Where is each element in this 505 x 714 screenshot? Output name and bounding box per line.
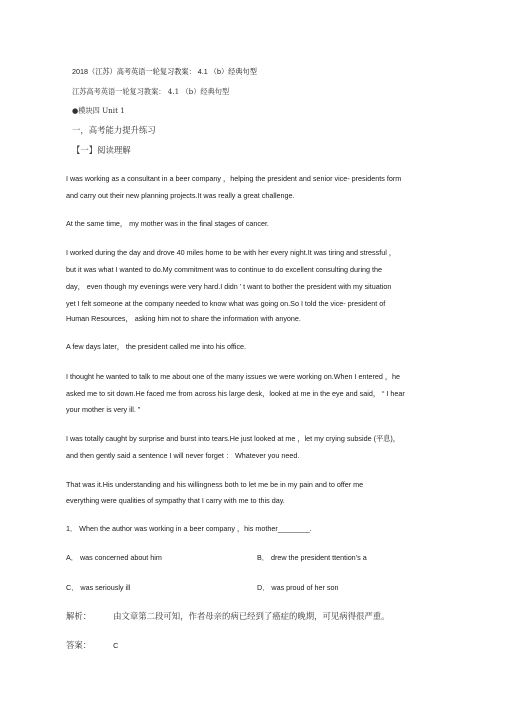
section-heading: 一，高考能力提升练习: [72, 125, 156, 135]
answer-value: C: [113, 641, 119, 650]
passage-line: and then gently said a sentence I will never forget ： Whatever you need.: [66, 451, 300, 460]
passage-line: and carry out their new planning projects.It was really a great challenge.: [66, 191, 295, 200]
passage-line: I worked during the day and drove 40 miles home to be with her every night.It was tiring and stressful ，: [66, 248, 396, 257]
passage-line: yet I felt someone at the company needed to know what was going on.So I told the vice- president of: [66, 299, 386, 308]
analysis-line: [66, 612, 390, 621]
header-subtitle-line: 江苏高考英语一轮复习教案： 4.1 （b）经典句型: [72, 87, 230, 96]
passage-line: but it was what I wanted to do.My commitment was to continue to do excellent consulting during the: [66, 265, 383, 274]
option-d: D． was proud of her son: [257, 583, 339, 592]
question-stem: 1． When the author was working in a beer company ，his mother________.: [66, 524, 312, 533]
passage-line: That was it.His understanding and his willingness both to let me be in my pain and to offer me: [66, 480, 364, 489]
passage-line: I was working as a consultant in a beer company ，helping the president and senior vice- presidents form: [66, 174, 402, 183]
answer-line: [66, 641, 118, 650]
analysis-text: 由文章第二段可知，作者母亲的病已经到了癌症的晚期，可见病得很严重。: [113, 611, 390, 621]
header-title-line: 2018（江苏）高考英语一轮复习教案： 4.1 （b）经典句型: [72, 67, 257, 76]
module-label: ●模块四 Unit 1: [72, 106, 125, 115]
passage-line: day， even though my evenings were very hard.I didn ’ t want to bother the president with my situation: [66, 282, 392, 291]
passage-line: I thought he wanted to talk to me about one of the many issues we were working on.When I entered ，he: [66, 372, 401, 381]
option-a: A． was concerned about him: [66, 553, 162, 562]
subsection-heading: 【一】阅读理解: [72, 145, 131, 155]
option-b: B． drew the president ttention’s a: [257, 553, 367, 562]
analysis-label: 解析：: [66, 611, 92, 621]
answer-label: 答案：: [66, 640, 92, 650]
passage-line: A few days later， the president called me into his office.: [66, 342, 247, 351]
passage-line: everything were qualities of sympathy that I carry with me to this day.: [66, 496, 285, 505]
passage-line: your mother is very ill. ”: [66, 405, 141, 414]
passage-line: Human Resources， asking him not to share the information with anyone.: [66, 314, 301, 323]
option-c: C． was seriously ill: [66, 583, 131, 592]
passage-line: I was totally caught by surprise and burst into tears.He just looked at me ，let my crying subside (平息)，: [66, 434, 400, 443]
passage-line: At the same time， my mother was in the final stages of cancer.: [66, 219, 269, 228]
passage-line: asked me to sit down.He faced me from across his large desk，looked at me in the eye and said， “ I hear: [66, 389, 405, 398]
